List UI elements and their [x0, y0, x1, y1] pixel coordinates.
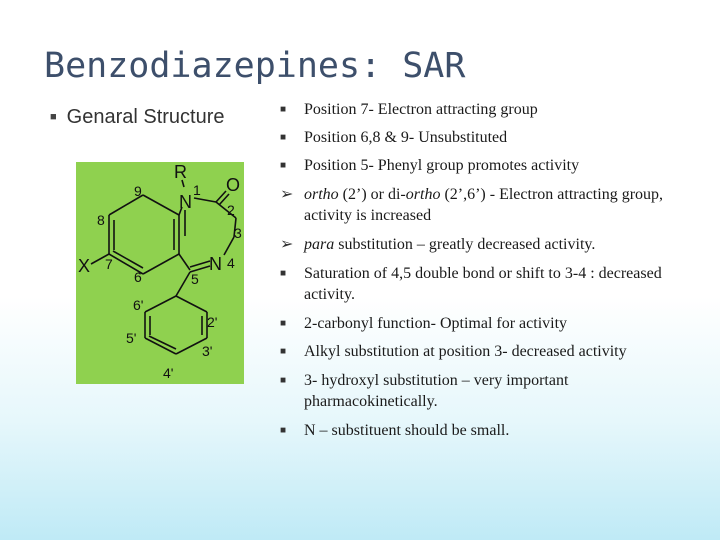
arrow-bullet-icon: ➢: [280, 186, 294, 203]
square-bullet-icon: ■: [280, 375, 287, 386]
position-3-label: 3: [234, 225, 242, 241]
sar-point: [280, 341, 704, 362]
sar-point-text: (2’) or di-: [338, 186, 406, 203]
sar-point-text: Saturation of 4,5 double bond or shift to 3-4 : decreased activity.: [304, 265, 662, 303]
sar-point: [280, 99, 704, 120]
oxygen-label: O: [226, 175, 241, 195]
sar-point: [280, 127, 704, 148]
sar-point-text: Position 7- Electron attracting group: [304, 101, 538, 118]
square-bullet-icon: ■: [280, 132, 287, 143]
sar-point-text: Position 5- Phenyl group promotes activity: [304, 157, 580, 174]
position-9-label: 9: [134, 183, 142, 199]
position-1-label: 1: [193, 182, 201, 198]
position-2p-label: 2': [207, 314, 218, 330]
sar-point: [280, 184, 704, 226]
sar-point-text: 3- hydroxyl substitution – very important pharmacokinetically.: [304, 372, 569, 410]
position-6-label: 6: [134, 269, 142, 285]
position-2-label: 2: [227, 202, 235, 218]
position-6p-label: 6': [133, 297, 144, 313]
arrow-bullet-icon: ➢: [280, 236, 294, 253]
n4-label: N: [209, 254, 222, 274]
sar-point: [280, 313, 704, 334]
sar-point-text: Alkyl substitution at position 3- decreased activity: [304, 343, 627, 360]
square-bullet-icon: ■: [280, 346, 287, 357]
sar-point-text: 2-carbonyl function- Optimal for activity: [304, 315, 568, 332]
general-structure-label: Genaral Structure: [66, 106, 225, 128]
slide-title: Benzodiazepines: SAR: [44, 46, 466, 86]
square-bullet-icon: ■: [280, 104, 287, 115]
square-bullet-icon: ■: [50, 111, 57, 123]
sar-point: [280, 370, 704, 412]
position-4-label: 4: [227, 255, 235, 271]
square-bullet-icon: ■: [280, 425, 287, 436]
general-structure-bullet: [50, 106, 225, 129]
square-bullet-icon: ■: [280, 318, 287, 329]
position-5p-label: 5': [126, 330, 137, 346]
position-8-label: 8: [97, 212, 105, 228]
sar-point-text: (2’,6’) - Electron attracting group, activity is increased: [304, 186, 664, 224]
sar-point-text: ortho: [304, 186, 339, 203]
sar-point-text: ortho: [405, 186, 441, 203]
n1-label: N: [179, 192, 192, 212]
position-3p-label: 3': [202, 343, 213, 359]
x-substituent-label: X: [78, 256, 91, 276]
sar-point: [280, 420, 704, 441]
sar-point: [280, 263, 704, 305]
sar-point-text: N – substituent should be small.: [304, 422, 510, 439]
sar-point-text: substitution – greatly decreased activity.: [334, 236, 596, 253]
position-4p-label: 4': [163, 365, 174, 381]
sar-point: [280, 234, 704, 255]
square-bullet-icon: ■: [280, 268, 287, 279]
position-5-label: 5: [191, 271, 199, 287]
sar-point-text: Position 6,8 & 9- Unsubstituted: [304, 129, 508, 146]
r-group-label: R: [174, 162, 187, 182]
sar-point: [280, 155, 704, 176]
square-bullet-icon: ■: [280, 160, 287, 171]
benzodiazepine-structure: [76, 162, 244, 384]
position-7-label: 7: [105, 256, 113, 272]
sar-point-text: para: [304, 236, 335, 253]
